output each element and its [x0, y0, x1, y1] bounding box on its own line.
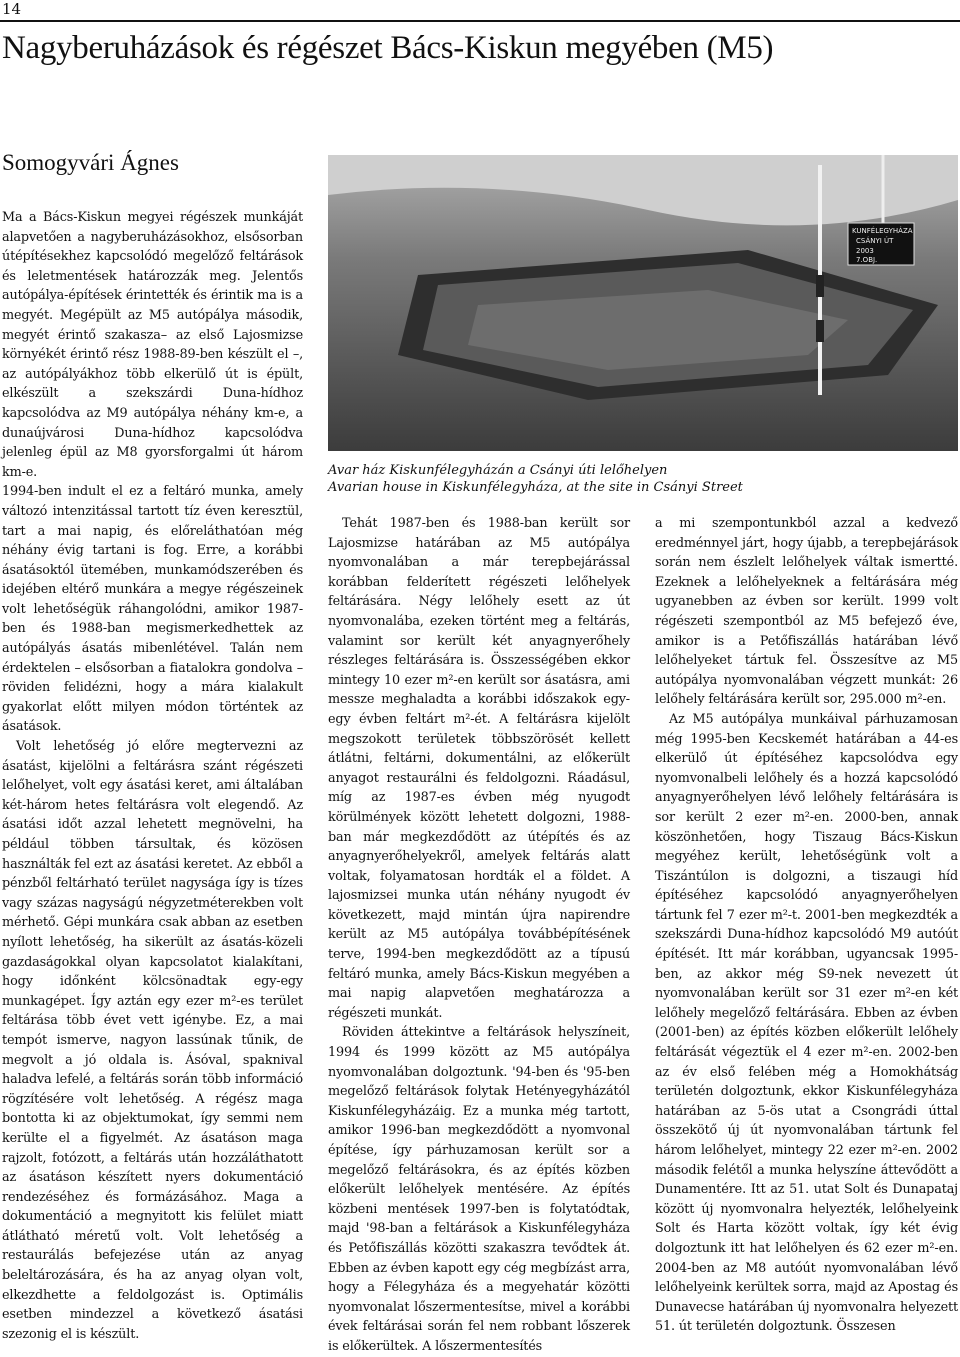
header-rule	[0, 20, 960, 22]
text-column-2	[328, 514, 630, 1357]
paragraph: Volt lehetőség jó előre megtervezni az ásatást, kijelölni a feltárásra szánt régészeti lelőhelyet, volt egy ásatási keret, ami általában két-három hetes feltárásra volt elegendő. Az ásatási időt azzal lehetett megnövelni, ha például többen társultak, és közösen használták fel ezt az ásatási keretet. Az ebből a pénzből feltárható terület nagysága így is tízes vagy százas nagyságú négyzetméterekben volt mérhető. Gépi munkára csak abban az esetben nyílott lehetőség, ha sikerült az ásatás-közeli gazdaságokkal olyan kapcsolatot kialakítani, hogy időnként kölcsönadtak egy-egy munkagépet. Így aztán egy ezer m²-es terület feltárása több évet vett igénybe. Ez, a mai tempót ismerve, nagyon lassúnak tűnik, de megvolt a jó oldala is. Ásóval, spaknival haladva lefelé, a feltárás során több információ rögzítésére volt lehetőség. A régész maga bontotta ki az objektumokat, így semmi nem kerülte el a figyelmét. Az ásatáson maga rajzolt, fotózott, a feltárás után hozzáláthatott az ásatáson készített nyers dokumentáció rendezéséhez és formázásához. Maga a dokumentáció a megnyitott kis felület miatt átlátható méretű volt. Volt lehetőség a restaurálás befejezése után az anyag beleltározására, és ha az anyag olyan volt, elkezdhette a feldolgozást is. Optimális esetben mindezzel a következő ásatási szezonig el is készült.	[2, 739, 303, 1342]
paragraph: Tehát 1987-ben és 1988-ban került sor Lajosmizse határában az M5 autópálya nyomvonalában a már terepbejárással korábban felderített régészeti lelőhelyek feltárására. Négy lelőhely esett az út nyomvonalába, ezeken történt meg a feltárás, valamint sor került két anyagnyerőhely részleges feltárására is. Összességében ekkor mintegy 10 ezer m²-en került sor ásatásra, ami messze meghaladta a korábbi időszakok egy-egy évben feltárt m²-ét. A feltárásra kijelölt megszokott területek többszörösét kellett átlátni, feltárni, dokumentálni, az előkerült anyagot restaurálni és feldolgozni. Ráadásul, míg az 1987-es évben még nyugodt körülmények között lehetett dolgozni, 1988-ban már megkezdődött az útépítés és az anyagnyerőhelyekről, amelyek feltárás alatt voltak, folyamatosan hordták el a földet. A lajosmizsei munka után néhány nyugodt év következett, majd mintán újra napirendre került az M5 autópálya továbbépítésének terve, 1994-ben megkezdődött az a típusú feltáró munka, amely Bács-Kiskun megyében a mai napig alapvetően meghatározza a régészeti munkát.	[328, 516, 630, 1021]
sign-line: KUNFÉLEGYHÁZA	[852, 227, 913, 235]
text-column-1	[2, 208, 303, 1344]
photo-caption	[328, 462, 958, 496]
text-column-3	[655, 514, 958, 1337]
caption-hungarian: Avar ház Kiskunfélegyházán a Csányi úti lelőhelyen	[328, 463, 668, 478]
page-number: 14	[2, 0, 22, 18]
author: Somogyvári Ágnes	[2, 150, 179, 175]
paragraph: Röviden áttekintve a feltárások helyszíneit, 1994 és 1999 között az M5 autópálya nyomvonalában dolgoztunk. '94-ben és '95-ben megelőző feltárások folytak Hetényegyházától Kiskunfélegyházáig. Ez a munka még tartott, amikor 1996-ban megkezdődött a nyomvonal építése, így párhuzamosan került sor a megelőző feltárásokra, és az építés közben előkerült lelőhelyek mentésére. Az építés közbeni mentések 1997-ben is folytatódtak, majd '98-ban a feltárások a Kiskunfélegyháza és Petőfiszállás közötti szakaszra tevődtek át. Ebben az évben kapott egy cég megbízást arra, hogy a Félegyháza és a megyehatár közötti nyomvonalat lőszermentesítse, mivel a korábbi évek feltárásai során fel nem robbant lőszerek is előkerültek. A lőszermentesítés	[328, 1025, 630, 1354]
excavation-photo-illustration	[328, 155, 958, 451]
paragraph: Az M5 autópálya munkáival párhuzamosan még 1995-ben Kecskemét határában a 44-es elkerülő út építéséhez kapcsolódva egy nyomvonalbeli lelőhely és a hozzá kapcsolódó anyagnyerőhelyen lévő lelőhely feltárására is sor került 2 ezer m²-en. 2000-ben, annak köszönhetően, hogy Tiszaug Bács-Kiskun megyéhez került, lehetőségünk volt a Tiszántúlon is dolgozni, a tiszaugi híd építéséhez kapcsolódó anyagnyerőhelyen tártunk fel 7 ezer m²-t. 2001-ben megkezdték a szekszárdi Duna-hídhoz kapcsolódó M9 autóút építését. Itt már korábban, ugyancsak 1995-ben, az akkor még S9-nek nevezett út nyomvonalában került sor 31 ezer m²-en két lelőhely megelőző feltárására. Ebben az évben (2001-ben) az építés közben előkerült lelőhely feltárását végeztük el 4 ezer m²-en. 2002-ben az év első felében még a Homokhátság területén dolgoztunk, ekkor Kiskunfélegyháza határában az 5-ös utat a Csongrádi úttal összekötő új út nyomvonalában tártunk fel három lelőhelyet, mintegy 22 ezer m²-en. 2002 második felétől a munka helyszíne áttevődött a Dunamentére. Itt az 51. utat Solt és Dunapataj között új nyomvonalra helyezték, lelőhelyeink Solt és Harta között voltak, így két évig dolgoztunk itt hat lelőhelyen és 62 ezer m²-en. 2004-ben az M8 autóút nyomvonalában lévő lelőhelyeink kerültek sorra, majd az Apostag és Dunavecse határában új nyomvonalra helyezett 51. út területén dolgoztunk. Összesen	[655, 711, 958, 1335]
paragraph: Ma a Bács-Kiskun megyei régészek munkáját alapvetően a nagyberuházásokhoz, elsősorban útépítésekhez kapcsolódó megelőző feltárások és leletmentések határozzák meg. Jelentős autópálya-építések érintették és érintik ma is a megyét. Megépült az M5 autópálya második, megyét érintő szakasza– az első Lajosmizse környékét érintő rész 1988-89-ben készült el –, az autópályákhoz több elkerülő út is épült, elkészült a szekszárdi Duna-hídhoz kapcsolódva az M9 autópálya néhány km-e, a dunaújvárosi Duna-hídhoz kapcsolódva jelenleg épül az M8 gyorsforgalmi út három km-e.	[2, 210, 303, 480]
caption-english: Avarian house in Kiskunfélegyháza, at the site in Csányi Street	[328, 480, 743, 495]
page-title: Nagyberuházások és régészet Bács-Kiskun megyében (M5)	[2, 30, 774, 66]
excavation-photo	[328, 155, 958, 451]
sign-line: 7.OBJ.	[856, 256, 878, 264]
paragraph: a mi szempontunkból azzal a kedvező eredménnyel járt, hogy újabb, a terepbejárások során nem észlelt lelőhelyek váltak ismertté. Ezeknek a lelőhelyeknek a feltárására még ugyanebben az évben sor került. 1999 volt régészeti szempontból az M5 befejező éve, amikor is a Petőfiszállás határában lévő lelőhelyeket tártuk fel. Összesítve az M5 autópálya nyomvonalában végzett munkát: 26 lelőhely feltárására került sor, 295.000 m²-en.	[655, 516, 958, 708]
sign-line: 2003	[856, 247, 874, 255]
sign-line: CSÁNYI ÚT	[856, 237, 894, 245]
paragraph: 1994-ben indult el ez a feltáró munka, amely változó intenzitással tartott tíz éven keresztül, tart a mai napig, és előreláthatóan még néhány évig tartani is fog. Erre, a korábbi ásatásoktól ütemében, munkamódszerében és idejében eltérő munkára a megye régészeinek volt lehetőségük ráhangolódni, amikor 1987-ben és 1988-ban megismerkedhettek az autópályás ásatás mibenlétével. Talán nem érdektelen – elsősorban a fiatalokra gondolva – röviden felidézni, hogy a mára kialakult gyakorlat előtt milyen módon történtek az ásatások.	[2, 484, 303, 735]
